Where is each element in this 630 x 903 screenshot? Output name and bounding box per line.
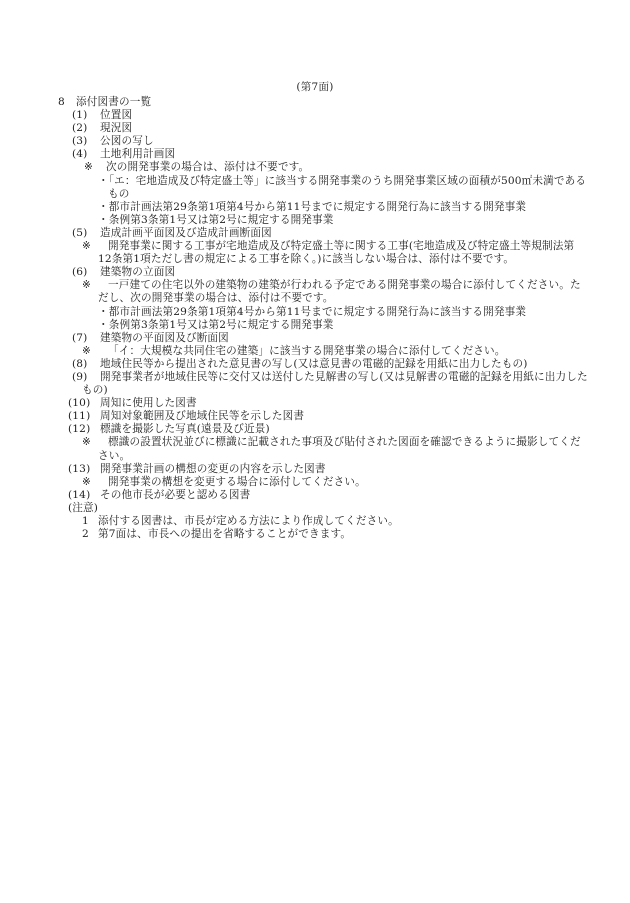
note-text: 標識の設置状況並びに標識に記載された事項及び貼付された図面を確認できるように撮影してください。 [98,436,581,462]
notes-heading: (注意) [68,501,99,514]
page-face-label: (第7面) [296,81,334,93]
list-item [58,148,588,161]
list-item [58,463,588,476]
list-item [58,397,588,410]
item-text: 土地利用計画図 [100,148,176,161]
note-mark: ※ [82,475,92,488]
list-item [58,358,588,371]
item-number: (13) [68,462,91,475]
item-note [58,279,588,305]
item-number: (7) [72,331,88,344]
item-text: 開発事業計画の構想の変更の内容を示した図書 [100,462,326,475]
notes-text: 第7面は、市長への提出を省略することができます。 [98,528,352,541]
item-number: (1) [72,109,88,122]
note-mark: ※ [84,161,94,174]
item-text: 周知に使用した図書 [100,397,197,410]
note-text: 次の開発事業の場合は、添付は不要です。 [106,161,310,174]
list-item [58,371,588,397]
item-text: 開発事業者が地域住民等に交付又は送付した見解書の写し(又は見解書の電磁的記録を用紙に出力したもの) [82,370,588,397]
item-note [58,476,588,489]
section-heading [58,96,588,109]
note-text: 開発事業の構想を変更する場合に添付してください。 [108,475,366,488]
note-bullet: ・都市計画法第29条第1項第4号から第11号までに規定する開発行為に該当する開発事業 [98,305,527,318]
item-note [58,345,588,358]
item-number: (10) [68,397,91,410]
note-mark: ※ [82,240,92,253]
item-number: (5) [72,226,88,239]
item-text: 地域住民等から提出された意見書の写し(又は意見書の電磁的記録を用紙に出力したもの) [100,357,528,370]
section-number: 8 [58,96,65,108]
item-number: (6) [72,266,88,279]
item-note [58,161,588,174]
item-number: (9) [72,370,88,383]
list-item [58,489,588,502]
item-note [58,436,588,462]
list-item [58,423,588,436]
notes-item [58,528,588,541]
note-mark: ※ [82,436,92,449]
note-text: 「イ：大規模な共同住宅の建築」に該当する開発事業の場合に添付してください。 [108,344,506,357]
item-number: (11) [68,410,91,423]
note-bullet: ・都市計画法第29条第1項第4号から第11号までに規定する開発行為に該当する開発事業 [98,200,527,213]
item-text: 位置図 [100,109,133,122]
note-mark: ※ [82,344,92,357]
item-number: (12) [68,423,91,436]
note-text: 一戸建ての住宅以外の建築物の建築が行われる予定である開発事業の場合に添付してください。ただし、次の開発事業の場合は、添付は不要です。 [98,279,581,305]
list-item [58,332,588,345]
item-text: 標識を撮影した写真(遠景及び近景) [100,423,270,436]
notes-item [58,515,588,528]
item-text: 建築物の立面図 [100,266,176,279]
item-text: 建築物の平面図及び断面図 [100,331,229,344]
note-bullet: ・「エ：宅地造成及び特定盛土等」に該当する開発事業のうち開発事業区域の面積が500㎡未満であるもの [98,174,587,200]
list-item [58,227,588,240]
list-item [58,410,588,423]
item-number: (8) [72,357,88,370]
note-text: 開発事業に関する工事が宅地造成及び特定盛土等に関する工事(宅地造成及び特定盛土等規制法第12条第1項ただし書の規定による工事を除く。)に該当しない場合は、添付は不要です。 [98,240,575,266]
item-number: (14) [68,488,91,501]
notes-number: 1 [82,515,89,527]
item-number: (3) [72,135,88,148]
item-text: 周知対象範囲及び地域住民等を示した図書 [100,410,305,423]
item-text: 公図の写し [100,135,154,148]
section-title: 添付図書の一覧 [76,96,152,108]
note-bullet: ・条例第3条第1号又は第2号に規定する開発事業 [98,318,334,331]
item-text: その他市長が必要と認める図書 [100,488,251,501]
notes-text: 添付する図書は、市長が定める方法により作成してください。 [98,515,399,527]
item-number: (4) [72,148,88,161]
list-item [58,135,588,148]
list-item [58,122,588,135]
list-item [58,109,588,122]
attachment-list [58,96,588,541]
item-text: 現況図 [100,122,133,135]
item-text: 造成計画平面図及び造成計画断面図 [100,226,272,239]
note-bullet: ・条例第3条第1号又は第2号に規定する開発事業 [98,213,334,226]
note-mark: ※ [82,279,92,292]
list-item [58,266,588,279]
item-number: (2) [72,122,88,135]
notes-number: 2 [82,528,89,541]
item-note [58,240,588,266]
